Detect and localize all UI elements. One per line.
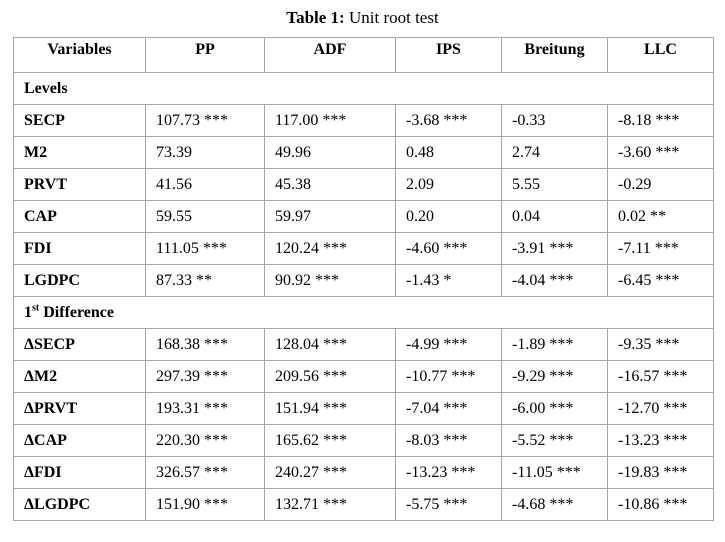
value-cell: 0.04 xyxy=(502,201,608,233)
unit-root-table xyxy=(13,37,714,521)
value-cell: 220.30 *** xyxy=(146,425,265,457)
section-levels xyxy=(14,73,714,105)
value-cell: -8.03 *** xyxy=(396,425,502,457)
value-cell: -1.89 *** xyxy=(502,329,608,361)
value-cell: 41.56 xyxy=(146,169,265,201)
value-cell: 326.57 *** xyxy=(146,457,265,489)
value-cell: -9.35 *** xyxy=(608,329,714,361)
variable-name-cell: LGDPC xyxy=(14,265,146,297)
variable-name-cell: M2 xyxy=(14,137,146,169)
value-cell: 0.48 xyxy=(396,137,502,169)
value-cell: -6.45 *** xyxy=(608,265,714,297)
table-row xyxy=(14,329,714,361)
table-row xyxy=(14,457,714,489)
value-cell: 132.71 *** xyxy=(265,489,396,521)
variable-name-cell: SECP xyxy=(14,105,146,137)
value-cell: 120.24 *** xyxy=(265,233,396,265)
table-row xyxy=(14,169,714,201)
section-levels-label: Levels xyxy=(14,73,714,105)
value-cell: -13.23 *** xyxy=(396,457,502,489)
value-cell: -1.43 * xyxy=(396,265,502,297)
value-cell: 0.20 xyxy=(396,201,502,233)
value-cell: -12.70 *** xyxy=(608,393,714,425)
value-cell: 2.74 xyxy=(502,137,608,169)
table-row xyxy=(14,105,714,137)
value-cell: 128.04 *** xyxy=(265,329,396,361)
value-cell: -16.57 *** xyxy=(608,361,714,393)
header-pp: PP xyxy=(146,38,265,73)
table-row xyxy=(14,201,714,233)
value-cell: 117.00 *** xyxy=(265,105,396,137)
value-cell: 151.94 *** xyxy=(265,393,396,425)
value-cell: 165.62 *** xyxy=(265,425,396,457)
value-cell: 90.92 *** xyxy=(265,265,396,297)
value-cell: 209.56 *** xyxy=(265,361,396,393)
value-cell: 193.31 *** xyxy=(146,393,265,425)
header-breitung: Breitung xyxy=(502,38,608,73)
caption-text: Unit root test xyxy=(348,8,439,27)
value-cell: -10.77 *** xyxy=(396,361,502,393)
variable-name-cell: ΔPRVT xyxy=(14,393,146,425)
value-cell: 297.39 *** xyxy=(146,361,265,393)
value-cell: -5.52 *** xyxy=(502,425,608,457)
value-cell: -0.33 xyxy=(502,105,608,137)
value-cell: -19.83 *** xyxy=(608,457,714,489)
value-cell: -7.04 *** xyxy=(396,393,502,425)
section-diff-suffix: Difference xyxy=(39,303,115,321)
value-cell: -6.00 *** xyxy=(502,393,608,425)
variable-name-cell: ΔLGDPC xyxy=(14,489,146,521)
value-cell: 87.33 ** xyxy=(146,265,265,297)
section-first-difference xyxy=(14,297,714,329)
value-cell: 151.90 *** xyxy=(146,489,265,521)
header-variables: Variables xyxy=(14,38,146,73)
value-cell: -4.04 *** xyxy=(502,265,608,297)
value-cell: -4.60 *** xyxy=(396,233,502,265)
table-row xyxy=(14,489,714,521)
value-cell: 73.39 xyxy=(146,137,265,169)
variable-name-cell: FDI xyxy=(14,233,146,265)
section-first-difference-label xyxy=(14,297,714,329)
value-cell: 45.38 xyxy=(265,169,396,201)
caption-label: Table 1: xyxy=(286,8,345,27)
value-cell: 168.38 *** xyxy=(146,329,265,361)
variable-name-cell: ΔFDI xyxy=(14,457,146,489)
table-row xyxy=(14,265,714,297)
header-ips: IPS xyxy=(396,38,502,73)
variable-name-cell: ΔSECP xyxy=(14,329,146,361)
value-cell: 107.73 *** xyxy=(146,105,265,137)
header-llc: LLC xyxy=(608,38,714,73)
value-cell: -4.68 *** xyxy=(502,489,608,521)
value-cell: -4.99 *** xyxy=(396,329,502,361)
table-row xyxy=(14,361,714,393)
table-row xyxy=(14,233,714,265)
value-cell: -5.75 *** xyxy=(396,489,502,521)
variable-name-cell: ΔM2 xyxy=(14,361,146,393)
table-row xyxy=(14,425,714,457)
value-cell: -0.29 xyxy=(608,169,714,201)
value-cell: -3.91 *** xyxy=(502,233,608,265)
table-caption xyxy=(0,8,725,28)
value-cell: -3.68 *** xyxy=(396,105,502,137)
value-cell: 0.02 ** xyxy=(608,201,714,233)
value-cell: 240.27 *** xyxy=(265,457,396,489)
table-row xyxy=(14,393,714,425)
header-row xyxy=(14,38,714,73)
section-diff-prefix: 1 xyxy=(24,303,32,321)
value-cell: -7.11 *** xyxy=(608,233,714,265)
value-cell: -10.86 *** xyxy=(608,489,714,521)
value-cell: 5.55 xyxy=(502,169,608,201)
value-cell: 59.55 xyxy=(146,201,265,233)
variable-name-cell: CAP xyxy=(14,201,146,233)
variable-name-cell: PRVT xyxy=(14,169,146,201)
value-cell: 2.09 xyxy=(396,169,502,201)
value-cell: 59.97 xyxy=(265,201,396,233)
variable-name-cell: ΔCAP xyxy=(14,425,146,457)
table-row xyxy=(14,137,714,169)
value-cell: 111.05 *** xyxy=(146,233,265,265)
value-cell: -11.05 *** xyxy=(502,457,608,489)
header-adf: ADF xyxy=(265,38,396,73)
value-cell: -13.23 *** xyxy=(608,425,714,457)
value-cell: -3.60 *** xyxy=(608,137,714,169)
value-cell: -8.18 *** xyxy=(608,105,714,137)
value-cell: 49.96 xyxy=(265,137,396,169)
value-cell: -9.29 *** xyxy=(502,361,608,393)
section-diff-superscript: st xyxy=(32,302,40,314)
